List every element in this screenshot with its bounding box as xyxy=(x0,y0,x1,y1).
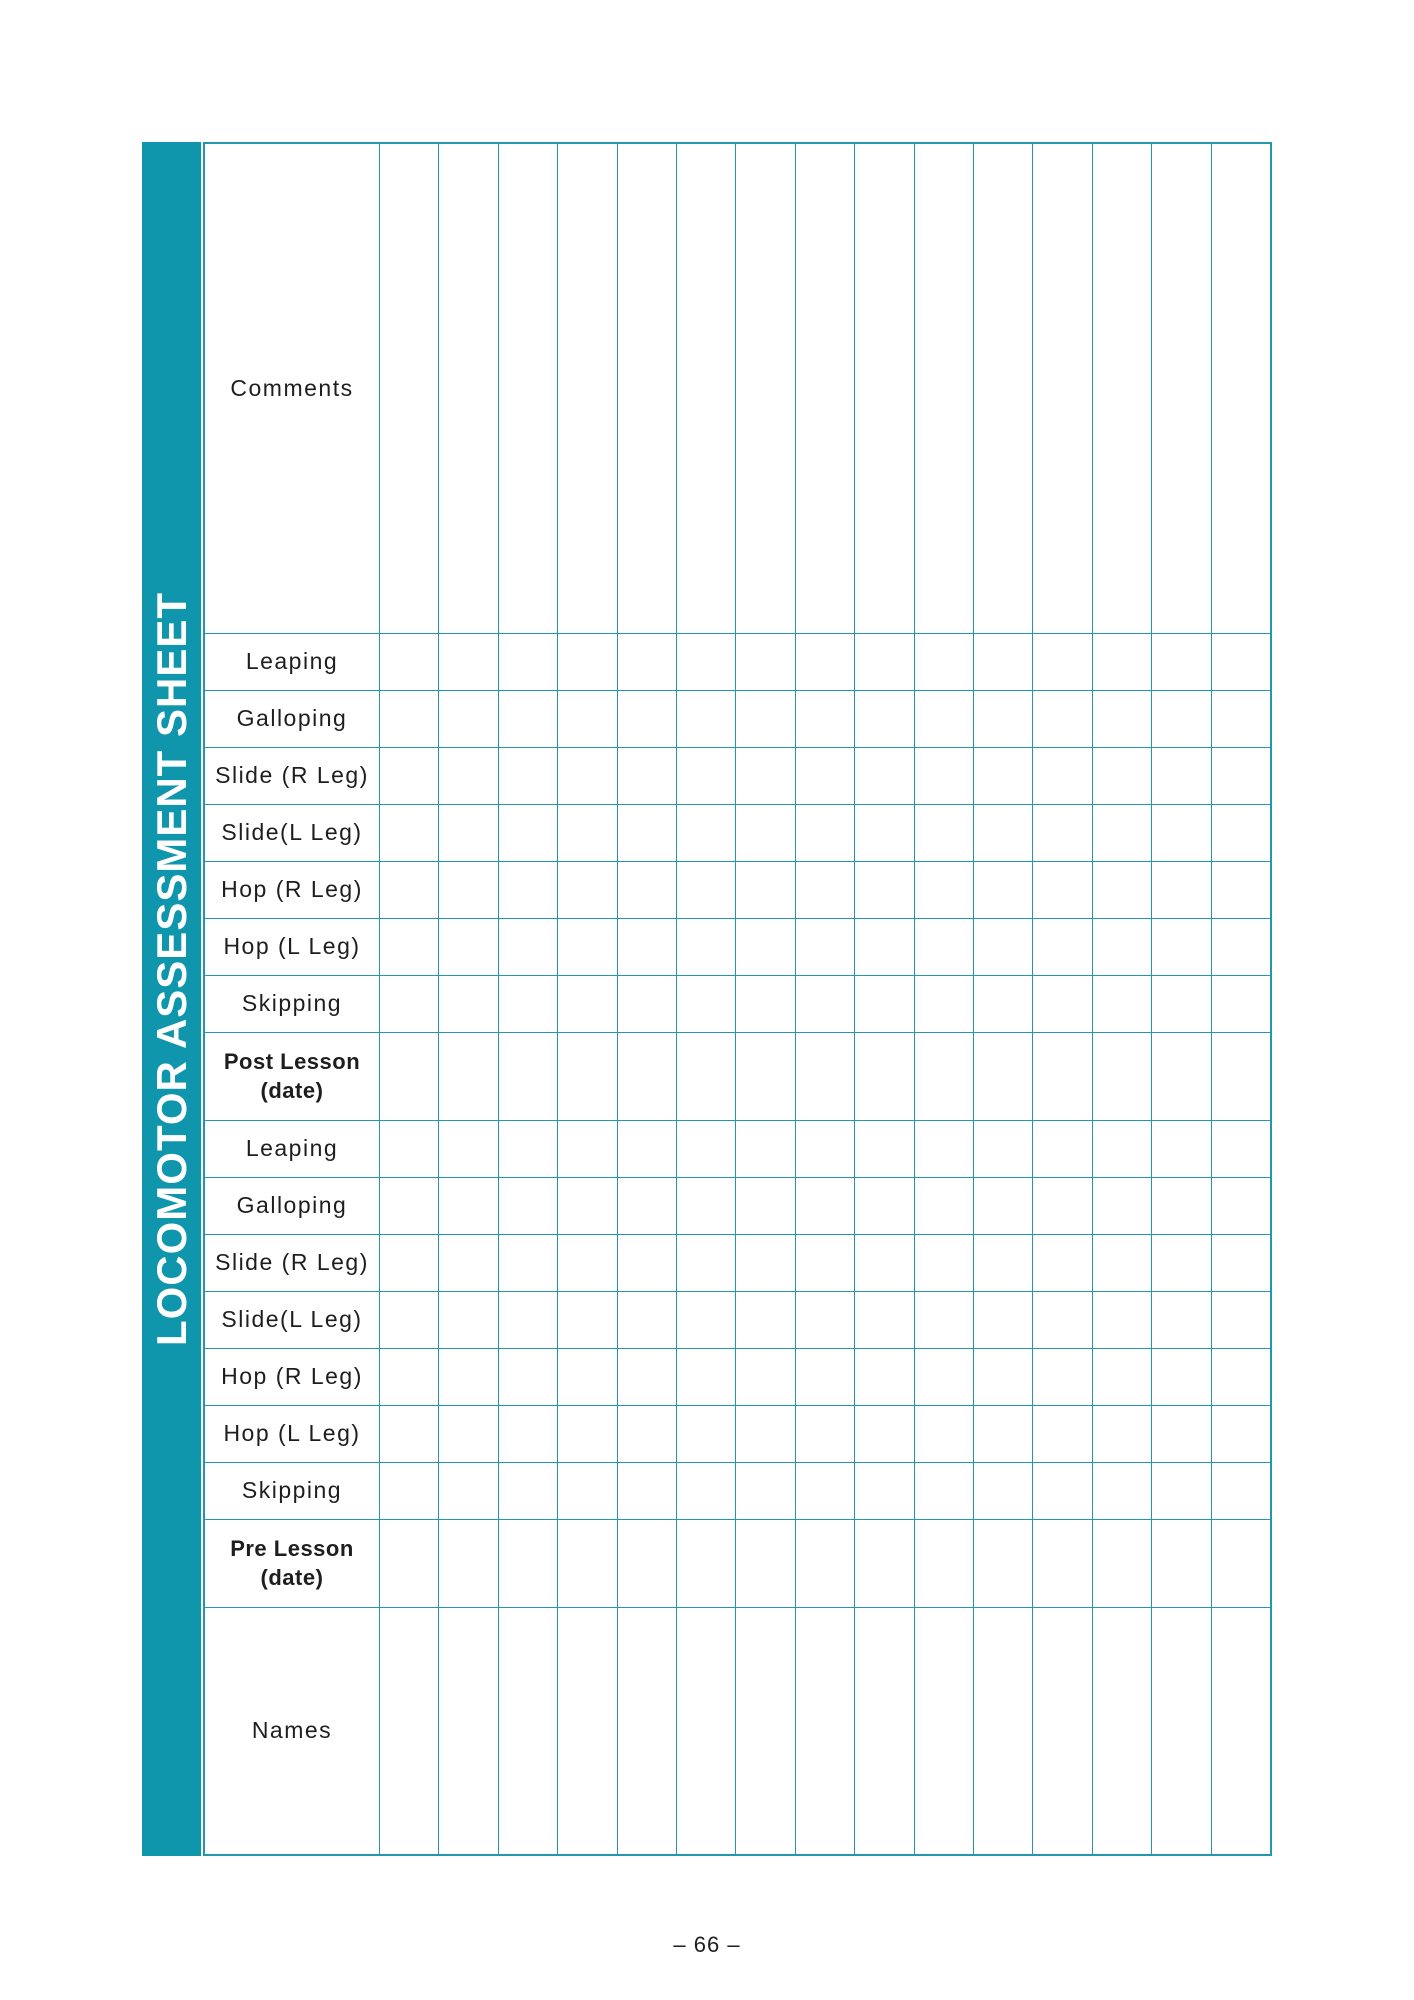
row-label: Leaping xyxy=(205,1121,380,1177)
row-label: Slide(L Leg) xyxy=(205,1292,380,1348)
row-label: Slide (R Leg) xyxy=(205,748,380,804)
table-row xyxy=(205,634,1270,691)
table-row-names xyxy=(205,1608,1270,1854)
table-row-comments xyxy=(205,144,1270,634)
row-label: Slide(L Leg) xyxy=(205,805,380,861)
table-row xyxy=(205,862,1270,919)
row-label: Hop (R Leg) xyxy=(205,1349,380,1405)
row-label: Skipping xyxy=(205,976,380,1032)
assessment-table xyxy=(203,142,1272,1856)
page-title: LOCOMOTOR ASSESSMENT SHEET xyxy=(147,591,195,1347)
table-rows xyxy=(205,144,1270,1854)
row-label: Leaping xyxy=(205,634,380,690)
row-label-pre-lesson: Pre Lesson (date) xyxy=(205,1520,380,1607)
table-row xyxy=(205,748,1270,805)
row-label-post-lesson: Post Lesson (date) xyxy=(205,1033,380,1120)
table-row xyxy=(205,919,1270,976)
row-label: Galloping xyxy=(205,691,380,747)
table-row xyxy=(205,976,1270,1033)
table-row xyxy=(205,1292,1270,1349)
title-banner xyxy=(142,142,201,1856)
row-label-comments: Comments xyxy=(205,144,380,633)
table-row xyxy=(205,1235,1270,1292)
table-row-pre-lesson xyxy=(205,1520,1270,1608)
table-row xyxy=(205,1406,1270,1463)
page-number: – 66 – xyxy=(673,1932,741,1957)
row-label: Galloping xyxy=(205,1178,380,1234)
row-label-names: Names xyxy=(205,1608,380,1854)
row-label: Skipping xyxy=(205,1463,380,1519)
table-row xyxy=(205,1463,1270,1520)
row-label: Hop (L Leg) xyxy=(205,919,380,975)
table-row xyxy=(205,805,1270,862)
table-row-post-lesson xyxy=(205,1033,1270,1121)
table-row xyxy=(205,691,1270,748)
table-row xyxy=(205,1178,1270,1235)
row-label: Hop (R Leg) xyxy=(205,862,380,918)
row-label: Hop (L Leg) xyxy=(205,1406,380,1462)
table-row xyxy=(205,1349,1270,1406)
row-label: Slide (R Leg) xyxy=(205,1235,380,1291)
table-row xyxy=(205,1121,1270,1178)
